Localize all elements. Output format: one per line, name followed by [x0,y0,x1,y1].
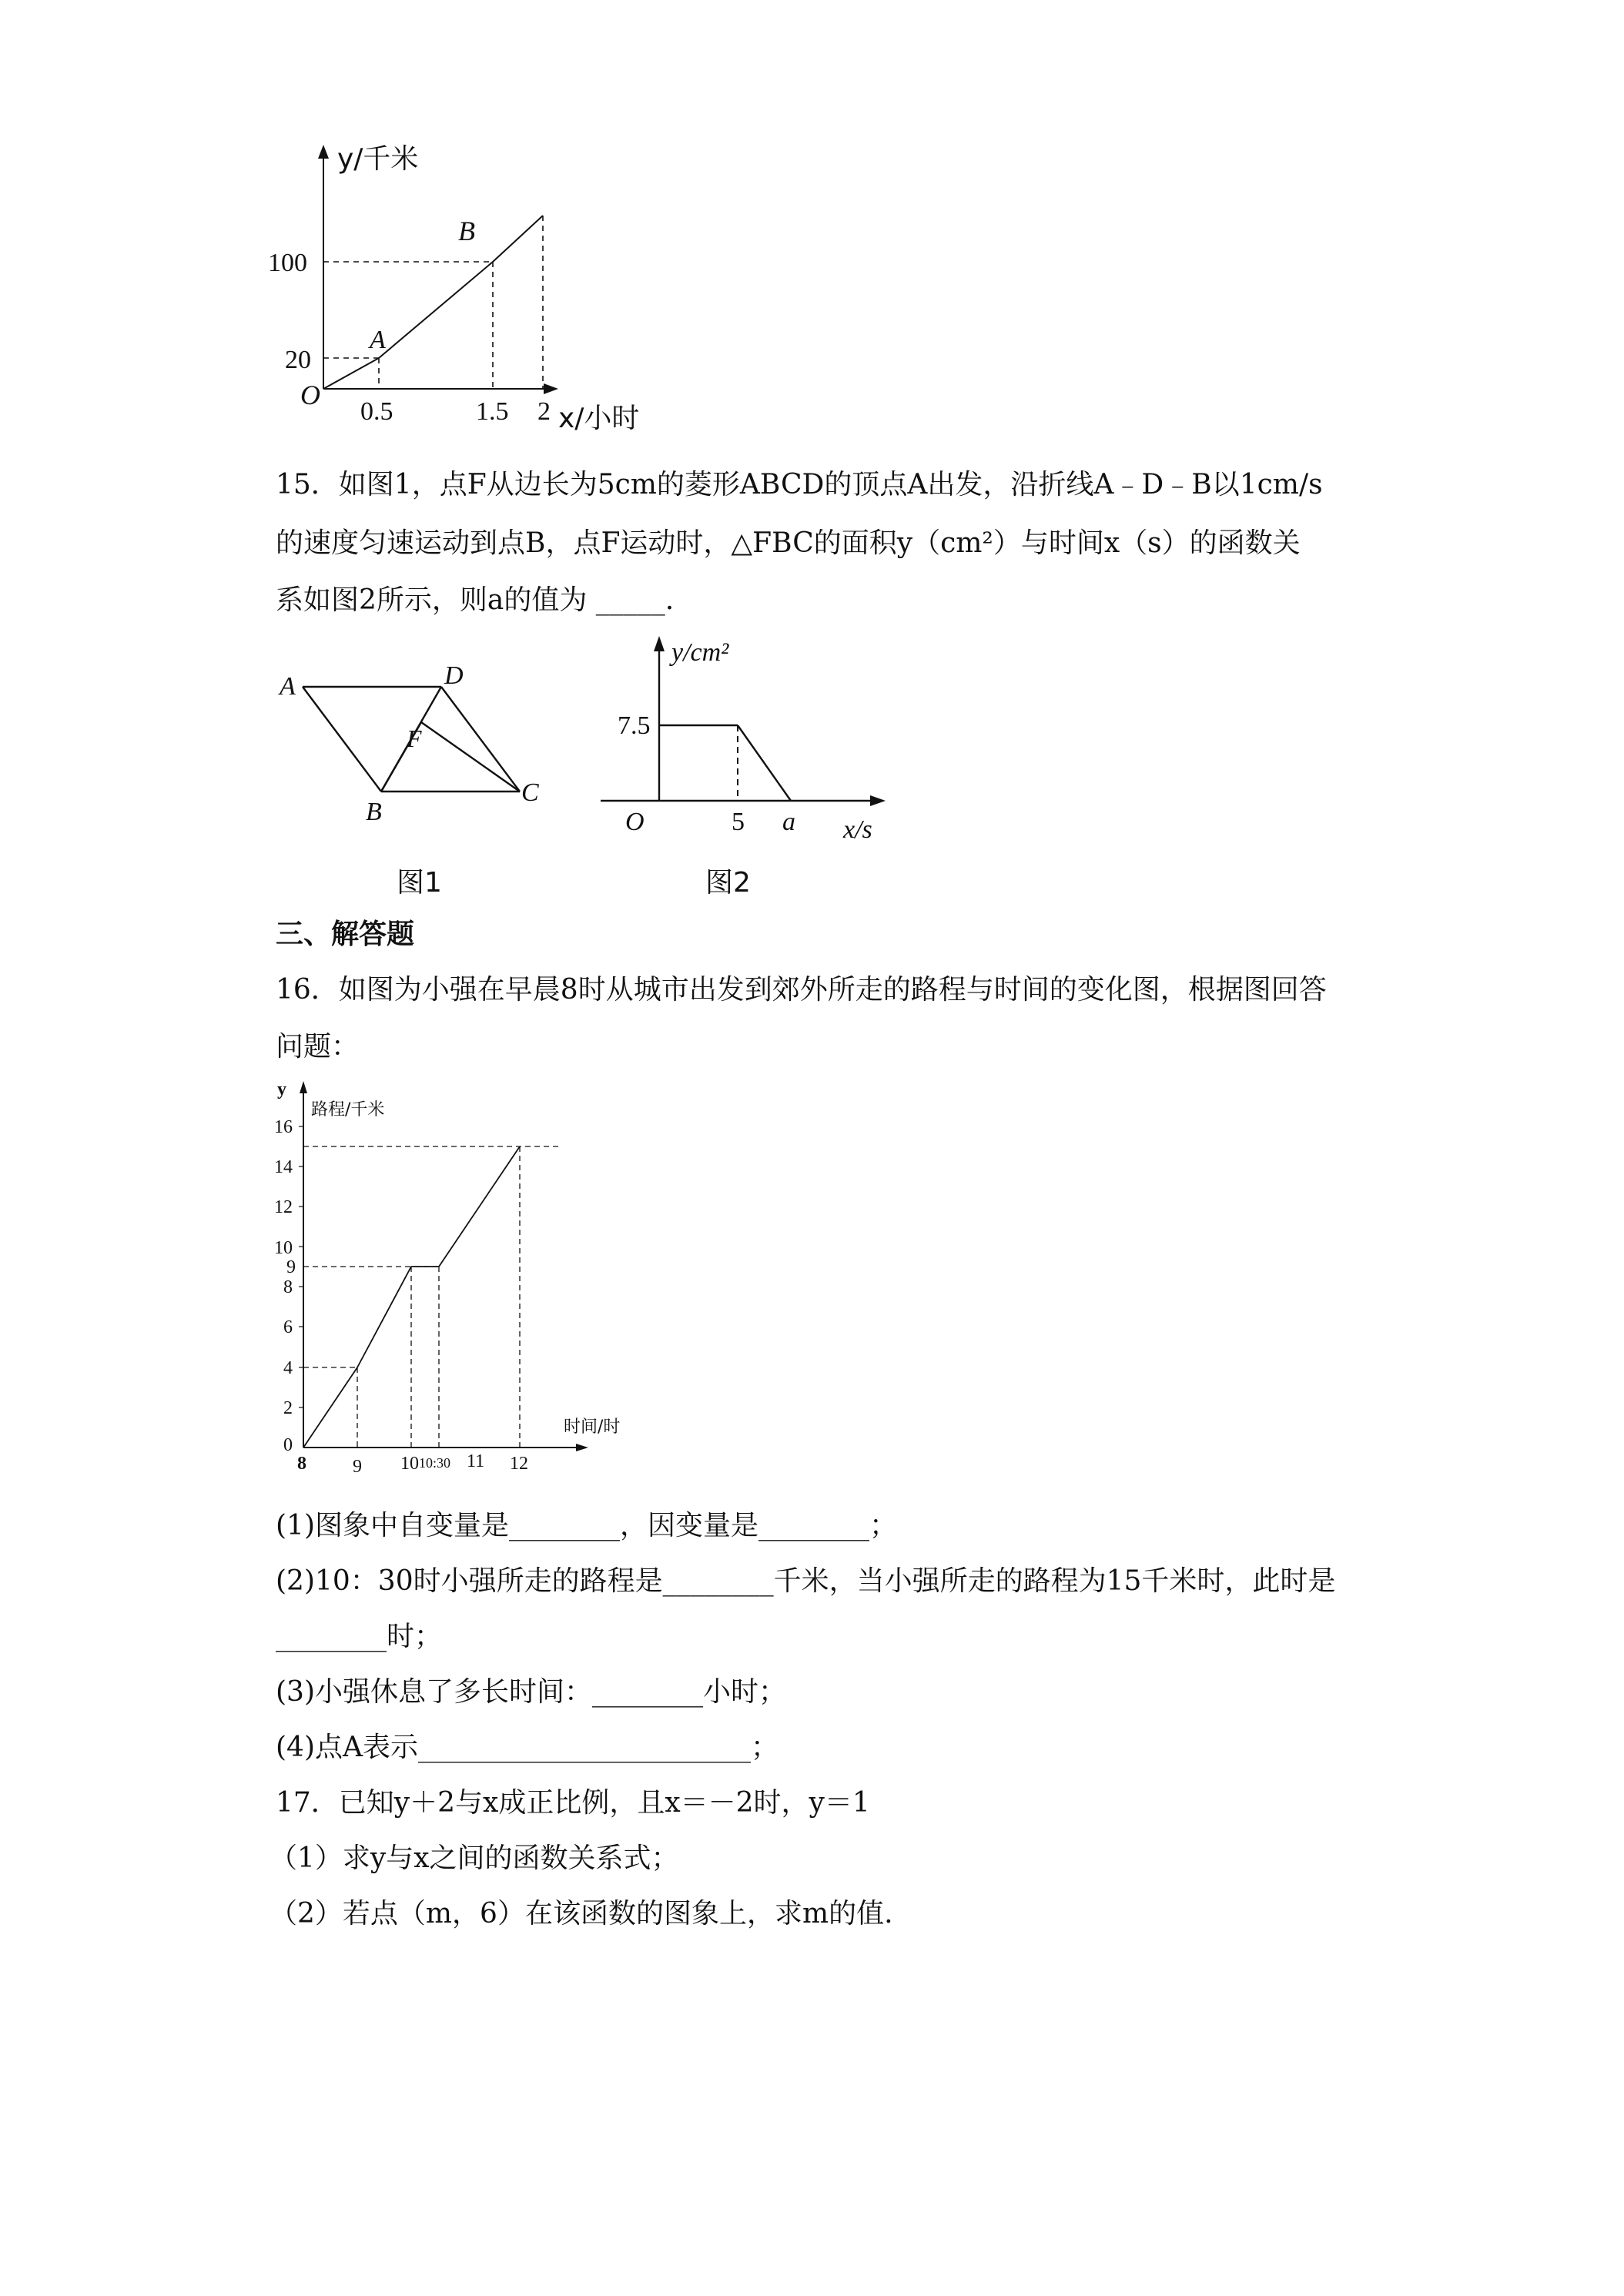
graph-line-b-end [493,216,543,262]
rhombus-figure [273,647,566,909]
x-tick-8: 8 [297,1454,306,1474]
q16-sub4: (4)点A表示________________________； [276,1732,779,1763]
y-axis-arrow [300,1081,307,1093]
graph-line-ab [379,262,493,358]
y-tick-10: 10 [274,1238,293,1258]
y-axis-label: y/cm² [671,638,729,667]
origin-label: O [300,380,320,410]
q16-distance-time-graph [246,1078,621,1494]
q15-line1: 15．如图1，点F从边长为5cm的菱形ABCD的顶点A出发，沿折线A﹣D﹣B以1cm/s [276,469,1323,500]
x-axis-label: 时间/时 [564,1417,621,1437]
x-tick-a: a [782,808,795,836]
q15-line3: 系如图2所示，则a的值为 _____. [276,584,675,616]
segment-9-to-10 [357,1267,411,1367]
segment-to-12 [439,1146,520,1267]
area-time-graph [585,631,901,909]
y-tick-4: 4 [283,1358,293,1378]
y-axis-label: y/千米 [337,143,419,175]
figure-2-caption: 图2 [705,867,751,899]
x-tick-1030: 10:30 [419,1455,451,1471]
y-axis-arrow [318,145,329,159]
q17-sub2: （2）若点（m，6）在该函数的图象上，求m的值. [270,1898,893,1930]
q16-sub2b: ________时； [276,1621,443,1652]
y-tick-9: 9 [286,1257,296,1277]
y-tick-2: 2 [283,1398,293,1418]
y-tick-14: 14 [274,1157,293,1177]
y-letter: y [277,1079,286,1099]
x-axis-label: x/小时 [558,403,640,434]
segment-8-to-9 [303,1367,357,1448]
q16-sub2a: (2)10：30时小强所走的路程是________千米，当小强所走的路程为15千米时，此时是 [276,1565,1336,1597]
y-tick-100: 100 [268,249,307,277]
y-tick-0: 0 [283,1435,293,1455]
q16-sub1: (1)图象中自变量是________，因变量是________； [276,1510,897,1541]
x-tick-9: 9 [353,1457,362,1477]
y-axis-label: 路程/千米 [311,1100,385,1120]
x-axis-arrow [576,1444,588,1451]
y-tick-20: 20 [285,346,311,374]
vertex-b-label: B [366,798,382,826]
x-axis-arrow [544,383,558,394]
distance-time-graph-top [262,139,662,439]
q16-line2: 问题： [276,1031,360,1063]
x-tick-11: 11 [467,1451,485,1471]
section-heading: 三、解答题 [276,919,415,950]
point-b-label: B [458,216,475,246]
vertex-c-label: C [521,778,539,807]
x-tick-5: 5 [732,808,745,836]
y-tick-6: 6 [283,1317,293,1337]
x-axis-label: x/s [843,815,872,844]
origin-label: O [625,808,645,836]
x-axis-arrow [870,795,886,806]
q15-line2: 的速度匀速运动到点B，点F运动时，△FBC的面积y（cm²）与时间x（s）的函数关 [276,527,1301,559]
x-tick-10: 10 [400,1454,419,1474]
point-f-label: F [407,725,422,752]
q17-line1: 17．已知y＋2与x成正比例，且x＝－2时，y＝1 [276,1787,870,1819]
q16-line1: 16．如图为小强在早晨8时从城市出发到郊外所走的路程与时间的变化图，根据图回答 [276,974,1327,1006]
x-tick-0.5: 0.5 [360,397,393,426]
segment-fc [421,722,520,792]
vertex-a-label: A [280,672,296,701]
y-tick-16: 16 [274,1117,293,1137]
y-tick-8: 8 [283,1277,293,1297]
y-axis-arrow [654,636,665,651]
x-tick-1.5: 1.5 [476,397,509,426]
point-a-label: A [370,326,386,354]
q16-sub3: (3)小强休息了多长时间：________小时； [276,1676,786,1708]
x-tick-2: 2 [537,397,551,426]
y-tick-12: 12 [274,1197,293,1217]
x-tick-12: 12 [510,1454,528,1474]
graph-line-oa [323,358,379,389]
side-dc [441,687,520,792]
q17-sub1: （1）求y与x之间的函数关系式； [270,1842,679,1874]
y-tick-7.5: 7.5 [618,711,651,740]
vertex-d-label: D [444,661,464,690]
figure-1-caption: 图1 [397,867,442,899]
graph-decline [738,725,791,801]
side-ab [303,687,381,792]
